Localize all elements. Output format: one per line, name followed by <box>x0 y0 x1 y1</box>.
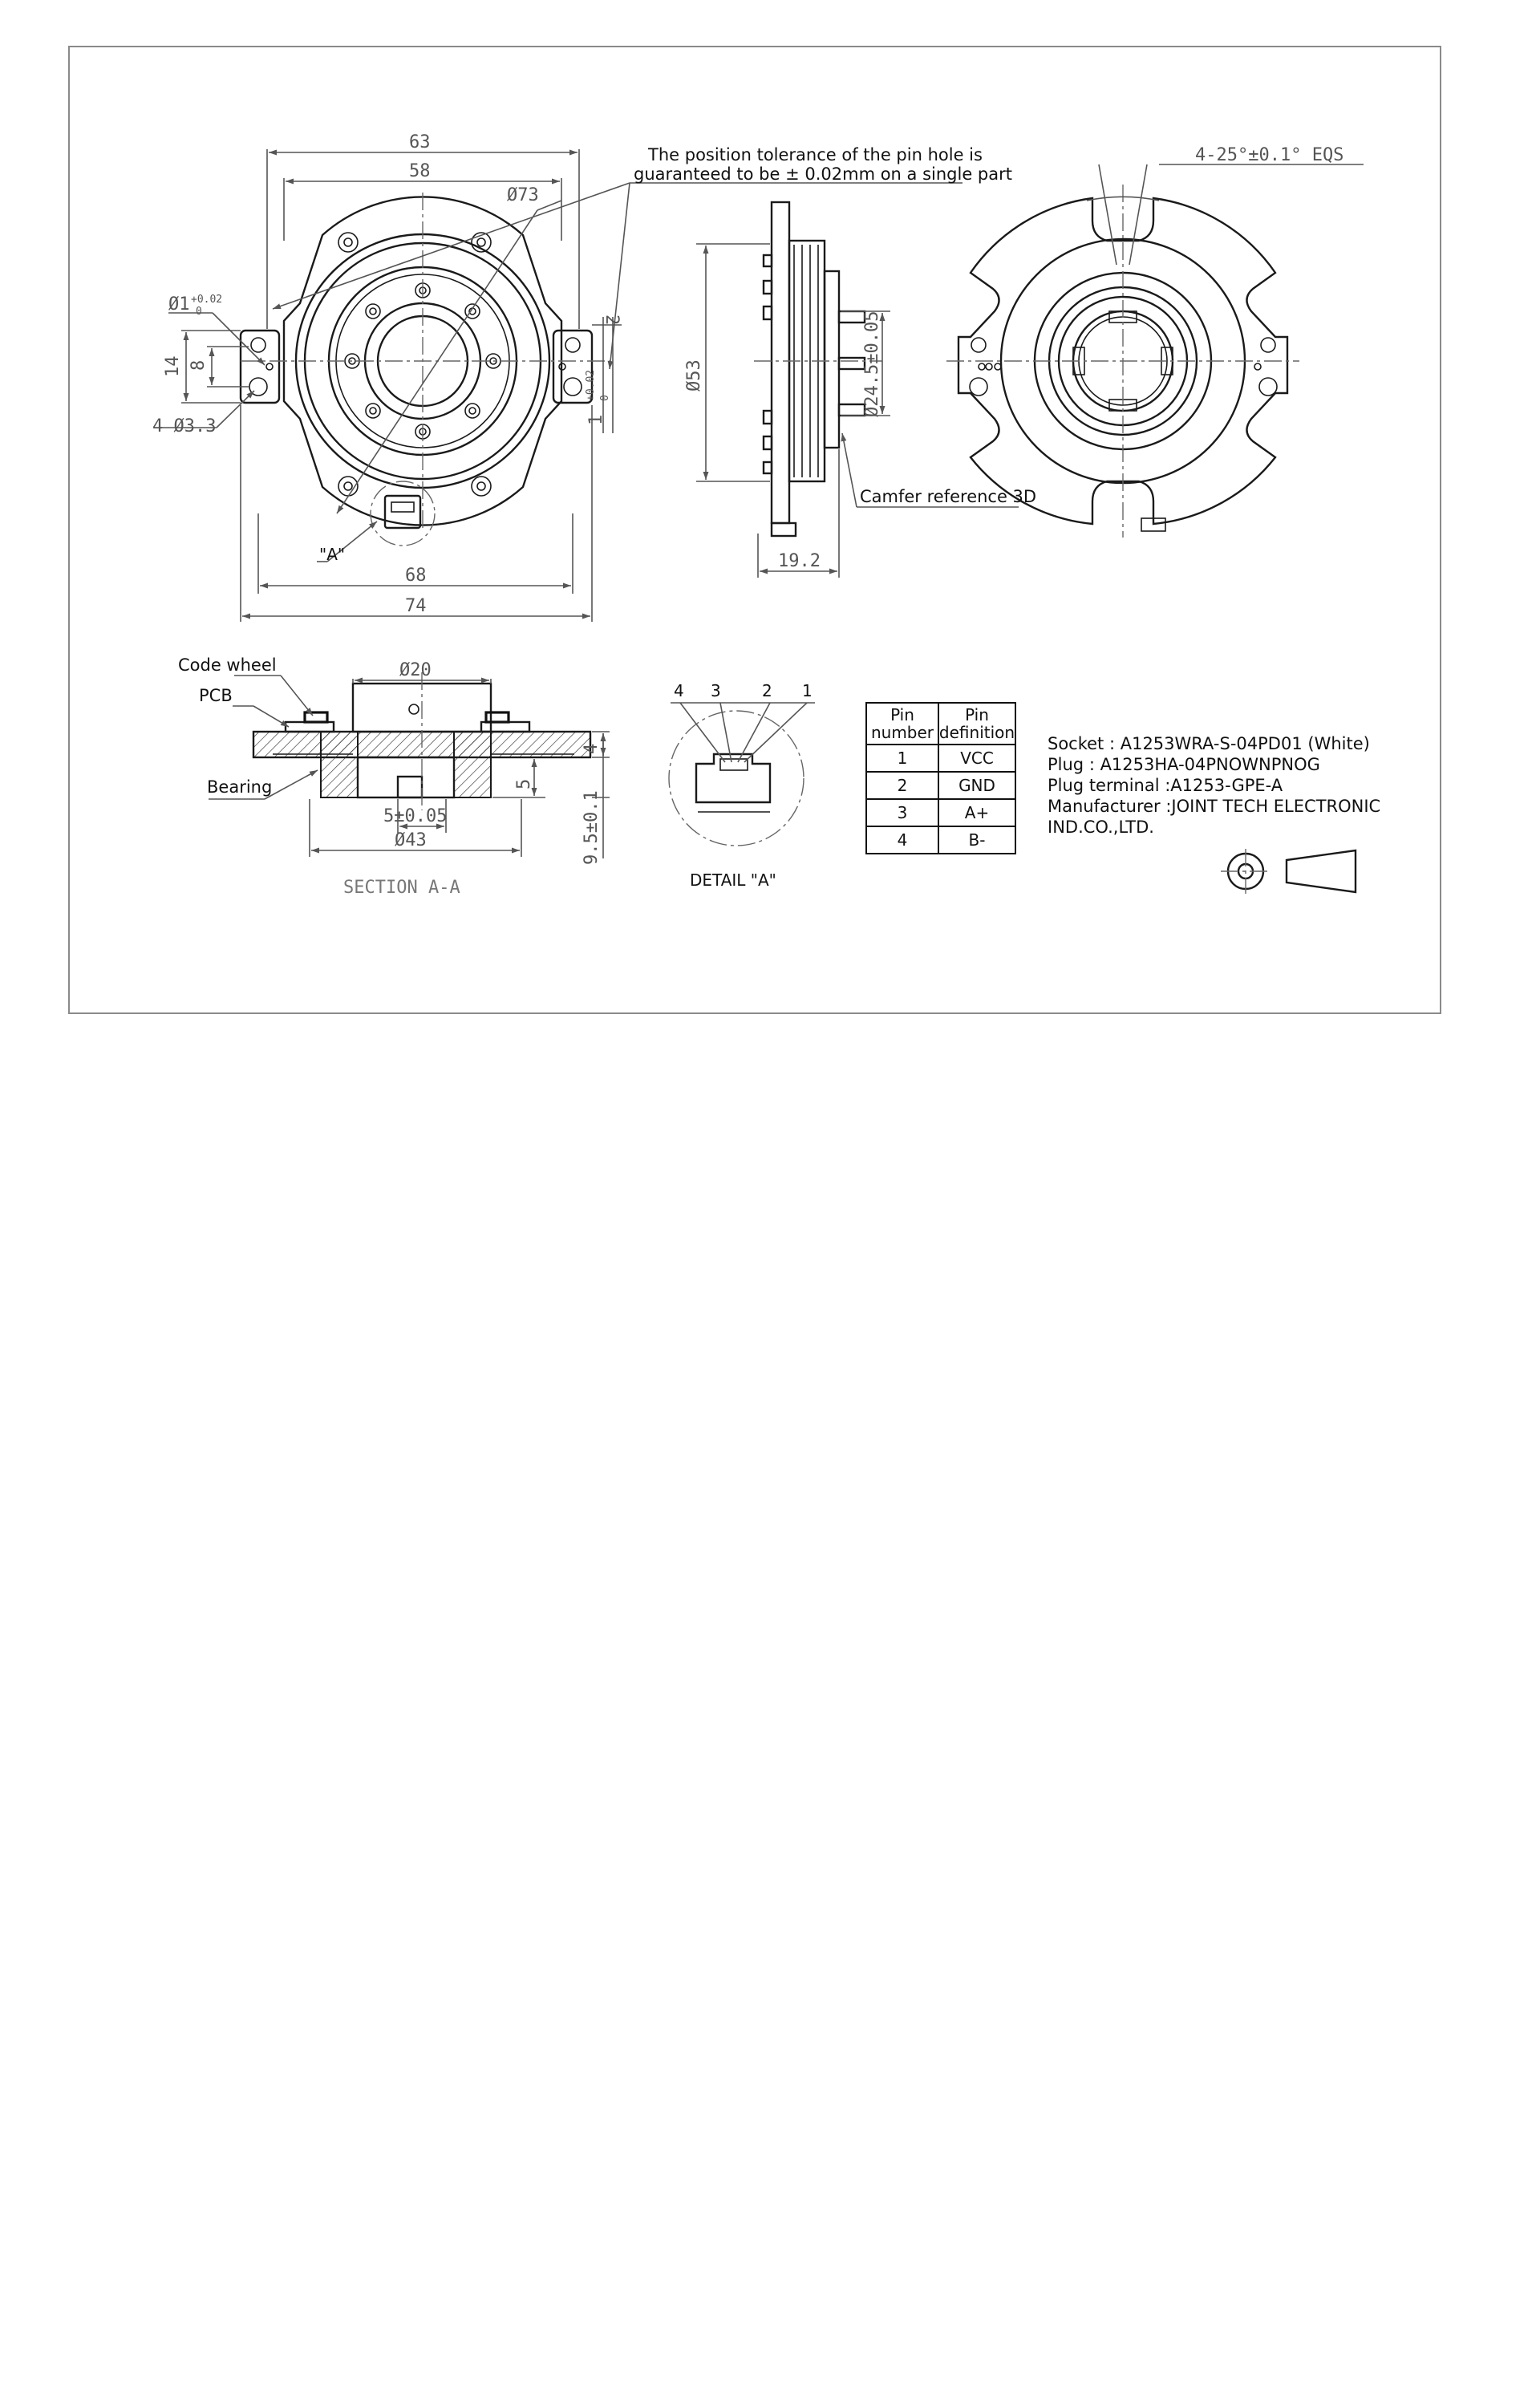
dim-2: 2 <box>602 314 622 326</box>
table-cell-definition: VCC <box>960 749 994 768</box>
table-cell-pin: 3 <box>897 803 908 822</box>
dim-5-tol: 5±0.05 <box>383 806 448 826</box>
section-title: SECTION A-A <box>343 878 460 898</box>
dim-1-tol-upper: +0.02 <box>585 369 597 401</box>
table-header-pin-number-2: number <box>870 723 934 742</box>
table-header-pin-number-1: Pin <box>890 705 914 724</box>
dim-pin-tol-lower: 0 <box>196 306 202 318</box>
dim-9-5: 9.5±0.1 <box>582 790 602 865</box>
dim-14: 14 <box>163 355 183 377</box>
detail-ref-a: "A" <box>319 545 346 564</box>
dim-phi73: Ø73 <box>507 185 539 205</box>
camfer-note: Camfer reference 3D <box>860 487 1037 506</box>
table-cell-definition: GND <box>958 776 995 795</box>
detail-title: DETAIL "A" <box>690 870 776 890</box>
spec-socket: Socket : A1253WRA-S-04PD01 (White) <box>1048 734 1370 753</box>
table-cell-pin: 4 <box>897 830 908 850</box>
detail-a <box>669 681 815 890</box>
dim-58: 58 <box>409 161 431 181</box>
detail-pin-1: 1 <box>802 681 813 700</box>
dim-phi53: Ø53 <box>684 359 704 392</box>
detail-pin-3: 3 <box>711 681 721 700</box>
front-view <box>152 132 1012 622</box>
drawing-frame <box>69 47 1441 1013</box>
dim-phi24: Ø24.5±0.05 <box>862 310 882 417</box>
dim-phi43: Ø43 <box>395 830 427 850</box>
table-header-pin-definition-2: definition <box>938 723 1015 742</box>
side-view <box>684 202 1036 578</box>
dim-74: 74 <box>405 596 427 616</box>
dim-angle: 4-25°±0.1° EQS <box>1195 145 1344 165</box>
dim-19-2: 19.2 <box>778 551 821 571</box>
dim-phi20: Ø20 <box>399 660 432 680</box>
section-a-a <box>178 655 610 898</box>
table-header-pin-definition-1: Pin <box>965 705 989 724</box>
dim-1-tol-lower: 0 <box>599 395 611 401</box>
label-bearing: Bearing <box>207 777 273 797</box>
table-cell-definition: B- <box>968 830 986 850</box>
table-cell-definition: A+ <box>964 803 990 822</box>
dim-63: 63 <box>409 132 431 152</box>
spec-manufacturer-cont: IND.CO.,LTD. <box>1048 818 1154 837</box>
connector-specs <box>1048 734 1380 837</box>
spec-plug-terminal: Plug terminal :A1253-GPE-A <box>1048 776 1283 795</box>
pin-table <box>866 703 1015 854</box>
spec-plug: Plug : A1253HA-04PNOWNPNOG <box>1048 755 1320 774</box>
dim-5-vertical: 5 <box>514 778 534 789</box>
dim-4: 4 <box>582 743 602 754</box>
projection-symbol <box>1221 849 1356 894</box>
tolerance-note-line2: guaranteed to be ± 0.02mm on a single part <box>634 164 1012 184</box>
table-cell-pin: 1 <box>897 749 908 768</box>
rear-view <box>946 145 1364 538</box>
dim-pin-hole: Ø1 <box>168 294 190 314</box>
spec-manufacturer: Manufacturer :JOINT TECH ELECTRONIC <box>1048 797 1381 816</box>
table-cell-pin: 2 <box>897 776 908 795</box>
dim-1: 1 <box>586 414 606 425</box>
dim-holes: 4 Ø3.3 <box>152 416 217 436</box>
detail-pin-2: 2 <box>762 681 772 700</box>
tolerance-note-line1: The position tolerance of the pin hole is <box>648 145 983 164</box>
dim-8: 8 <box>188 359 209 371</box>
label-code-wheel: Code wheel <box>178 655 277 675</box>
dim-pin-tol-upper: +0.02 <box>191 294 223 306</box>
label-pcb: PCB <box>199 686 233 705</box>
detail-pin-4: 4 <box>674 681 684 700</box>
dim-68: 68 <box>405 566 427 586</box>
